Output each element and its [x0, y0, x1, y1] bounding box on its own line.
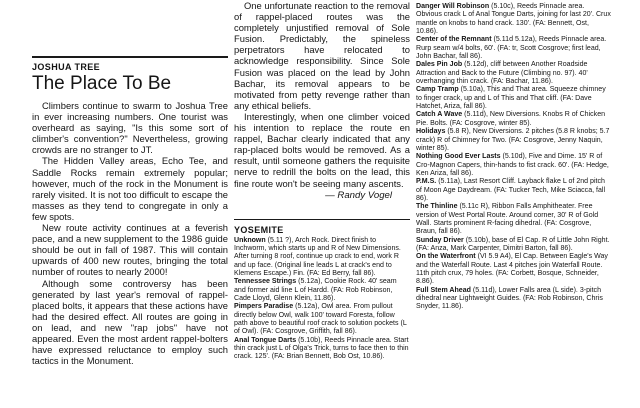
route-name: The Thinline — [416, 203, 458, 211]
route-description: (5.10d), Five and Dime. 15' R of Cro-Magnon Capers, thin-hands to fist crack. 60'. (FA: Hedge, Ken Ariza, fall 86). — [416, 153, 609, 177]
route-entry — [416, 287, 612, 312]
section-title-yosemite: YOSEMITE — [234, 224, 284, 235]
route-description: (5.12d), cliff between Another Roadside Attraction and Back to the Future (Climbing no. 97). 40' overhanging thin crack. (FA: Bachar, 11.86). — [416, 61, 588, 86]
route-description: (5.10b), Reeds Pinnacle area. Start thin crack just L of Olga's Trick, turns to face then to thin crack. 125'. (FA: Brian Bennett, Bob Ost, 10.86). — [234, 336, 409, 361]
route-entry — [234, 237, 410, 279]
route-name: Tennessee Strings — [234, 278, 297, 286]
route-description: (5.12a), Owl area. From pullout directly below Owl, walk 100' toward Foresta, follow path above to beautiful roof crack to solution pockets (L of Owl). (FA: Cosgrove, Griffith, fall 86). — [234, 303, 407, 336]
route-list — [234, 237, 410, 362]
section-rule — [234, 219, 410, 220]
article-paragraph: Although some controversy has been generated by last year's removal of rappel-placed bolts, it appears that these actions have had the desired effect. All routes are going in on lead, and new "rap jobs" have not appeared. Even the most ardent rappel-bolters have expressed reluctance to employ such tactics in the Monument. — [32, 277, 228, 367]
route-column-3 — [416, 0, 612, 408]
route-entry — [416, 3, 612, 36]
route-name: Anal Tongue Darts — [234, 336, 297, 344]
route-entry — [416, 253, 612, 286]
route-name: Camp Tramp — [416, 86, 459, 94]
route-name: Catch A Wave — [416, 111, 463, 119]
article-paragraph: Climbers continue to swarm to Joshua Tree in ever increasing numbers. One tourist was overheard as saying, "Is this some sort of climber's convention?" Nevertheless, growing crowds are no stranger to JT. — [32, 100, 228, 156]
article-column-2 — [234, 0, 410, 408]
route-entry — [416, 61, 612, 86]
route-entry — [416, 178, 612, 203]
route-entry — [416, 111, 612, 128]
route-name: Unknown — [234, 236, 266, 244]
article-top-rule — [32, 56, 228, 58]
route-description: (5.11 ?), Arch Rock. Direct finish to Inchworm, which starts up and R of New Dimensions. After turning 8 roof, continue up crack to end, work R and up face. (Original line leads L at crack's end to Klemens Escape.) Fin. (FA: Ed Berry, fall 86). — [234, 236, 401, 277]
article-signature: — Randy Vogel — [325, 189, 392, 201]
route-description: (5.11d), Lower Falls area (L side). 3-pitch dihedral near Lightweight Guides. (FA: Rob Robinson, Chris Snyder, 11.86). — [416, 286, 603, 311]
route-entry — [416, 203, 612, 236]
route-description: (5.10c), Reeds Pinnacle area. Obvious crack L of Anal Tongue Darts, joining for last 20'. Crux mantle on knobs to hand crack. 130'. (FA: Bennett, Ost, 10.86). — [416, 3, 611, 36]
article-paragraph: The Hidden Valley areas, Echo Tee, and Saddle Rocks remain extremely popular; however, much of the rock in the Monument is rarely visited. It is not too difficult to escape the masses as they tend to congregate in only a few spots. — [32, 155, 228, 222]
route-entry — [416, 237, 612, 254]
article-title: The Place To Be — [32, 73, 172, 94]
route-entry — [234, 278, 410, 303]
route-name: Full Stem Ahead — [416, 286, 471, 294]
route-description: (5.10b), base of El Cap. R of Little John Right. (FA: Anza, Mark Carpenter, Dimitri Barton, fall 86). — [416, 236, 610, 252]
route-description: (5.11c R), Ribbon Falls Amphitheater. Free version of West Portal Route. Around corner, 30' R of Gold Wall. Starts prominent R-facing dihedral. (FA: Cosgrove, Braun, fall 86). — [416, 203, 599, 236]
route-entry — [234, 337, 410, 362]
route-description: (5.10a), This and That area. Squeeze chimney to finger crack, up and L of This and That cliff. (FA: Dave Hatchet, Ariza, fall 86). — [416, 86, 606, 111]
route-name: Dales Pin Job — [416, 61, 463, 69]
route-description: (5.11d), New Diversions. Knobs R of Chicken Pie. Bolts. (FA: Cosgrove, winter 85). — [416, 111, 606, 127]
route-name: Nothing Good Ever Lasts — [416, 153, 501, 161]
route-entry — [416, 153, 612, 178]
route-entry — [416, 86, 612, 111]
route-description: (5.8 R), New Diversions. 2 pitches (5.8 R knobs; 5.7 crack) R of Chimney for Two. (FA: Cosgrove, Jenny Naquin, winter 85). — [416, 128, 610, 152]
route-description: (VI 5.9 A4), El Cap. Between Eagle's Way and the Waterfall Route. Last 4 pitches join Waterfall Route. 11th pitch crux, 79 holes. (FA: Corbett, Bosque, Schneider, 8.86). — [416, 253, 608, 286]
route-entry — [234, 303, 410, 336]
article-paragraph: Interestingly, when one climber voiced his intention to replace the route en rappel, Bachar clearly indicated that any rap-placed bolts would be removed. As a result, until someone gathers the requisite nerve to redrill the bolts on the lead, this fine route won't be seeing many ascents. — [234, 110, 410, 189]
article-body-continued — [234, 0, 410, 189]
route-description: (5.11a), Last Resort Cliff. Layback flake L of 2nd pitch of Moon Age Daydream. (FA: Tucker Tech, Mike Sciacca, fall 86). — [416, 178, 606, 202]
route-list — [416, 3, 612, 312]
route-name: Sunday Driver — [416, 236, 464, 244]
route-entry — [416, 36, 612, 61]
route-name: Pimpers Paradise — [234, 303, 294, 311]
route-name: Center of the Remnant — [416, 36, 492, 44]
route-name: Danger Will Robinson — [416, 3, 490, 10]
route-description: (5.11d 5.12a), Reeds Pinnacle area. Rurp seam w/4 bolts, 60'. (FA: tr, Scott Cosgrove; first lead, John Bachar, fall 86). — [416, 36, 607, 61]
article-paragraph: One unfortunate reaction to the removal of rappel-placed routes was the completely unjustified removal of Sole Fusion. Predictably, the spineless perpetrators have relocated to acknowledge responsibility. Since Sole Fusion was placed on the lead by John Bachar, its removal appears to be motivated from petty revenge rather than any ethical beliefs. — [234, 0, 410, 111]
route-name: Holidays — [416, 128, 446, 136]
article-column-1 — [32, 0, 228, 408]
route-name: On the Waterfront — [416, 253, 476, 261]
route-description: (5.12a), Cookie Rock. 40' seam and former aid line L of Hardd. (FA: Rob Robinson, Cade Lloyd, Glenn Klein, 11.86). — [234, 278, 397, 302]
route-entry — [416, 128, 612, 153]
route-name: P.M.S. — [416, 178, 437, 186]
article-body — [32, 100, 228, 366]
article-kicker: JOSHUA TREE — [32, 62, 101, 72]
article-paragraph: New route activity continues at a feverish pace, and a new supplement to the 1986 guide should be out in fall of 1987. This will contain upwards of 400 new routes, bringing the total number of routes to nearly 2000! — [32, 222, 228, 278]
